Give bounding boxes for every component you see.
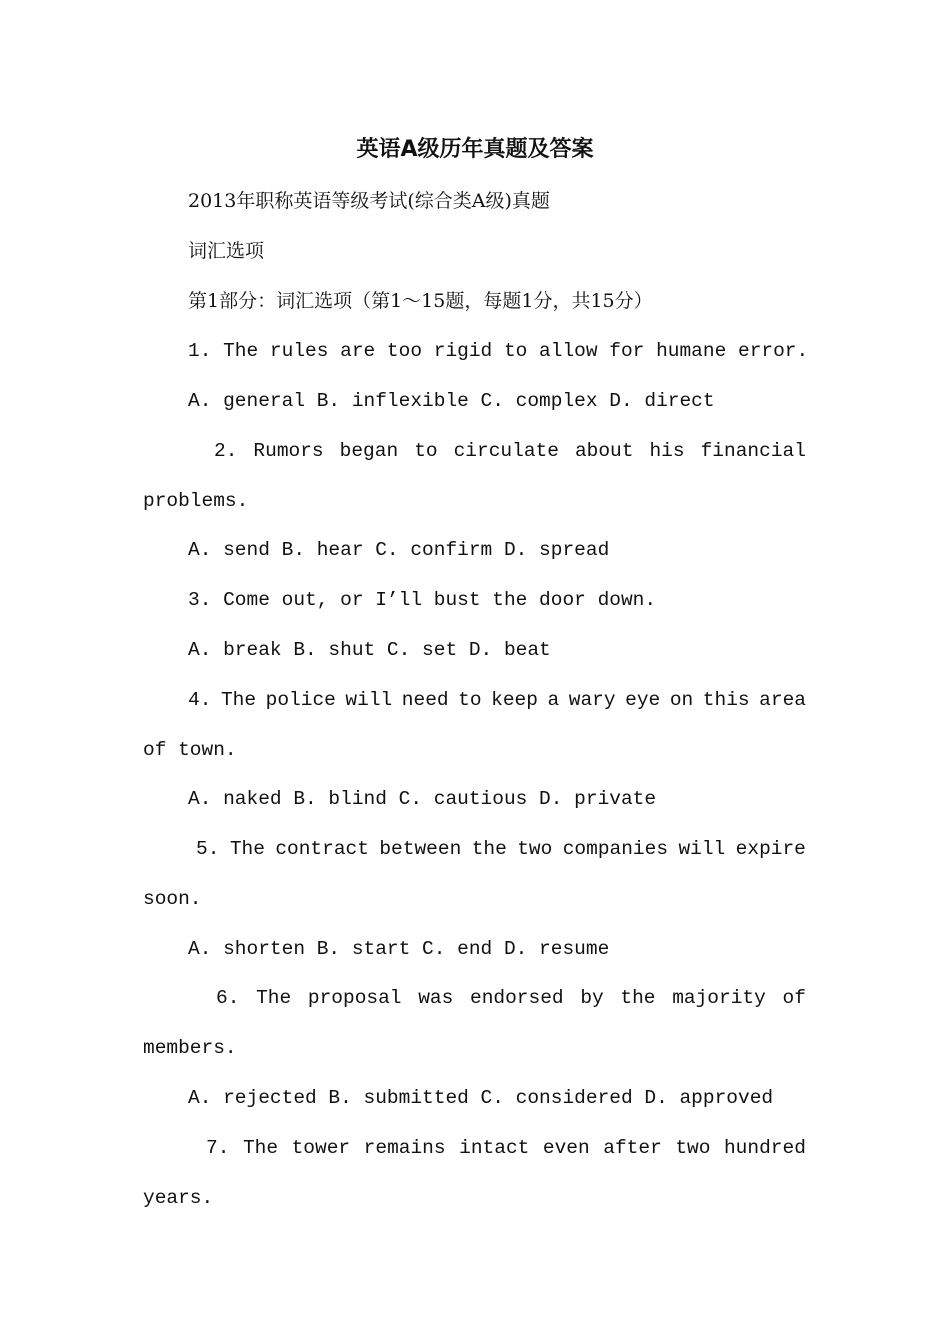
question-6-word: The xyxy=(256,987,292,1009)
question-4-word: will xyxy=(345,689,393,711)
question-6-word: proposal xyxy=(307,987,402,1009)
question-6-word: majority xyxy=(672,987,766,1009)
section-heading: 词汇选项 xyxy=(188,240,265,262)
question-7-word: intact xyxy=(459,1137,530,1159)
question-4-word: a xyxy=(547,689,560,711)
question-2-word: 2. xyxy=(214,440,238,462)
question-4-word: area xyxy=(759,689,806,711)
question-6-word: 6. xyxy=(216,987,240,1009)
question-7-word: remains xyxy=(363,1137,446,1159)
question-5-word: The xyxy=(229,838,265,860)
question-4-word: need xyxy=(401,689,449,711)
question-6-word: of xyxy=(782,987,806,1009)
question-6-options: A. rejected B. submitted C. considered D. approved xyxy=(188,1087,774,1109)
question-4-word: on xyxy=(669,689,694,711)
question-4-word: this xyxy=(702,689,750,711)
question-2-word: began xyxy=(339,440,399,462)
question-6-word: by xyxy=(580,987,604,1009)
question-5-word: two xyxy=(517,838,553,860)
question-4-stem-tail: of town. xyxy=(143,739,237,761)
question-2-stem-tail: problems. xyxy=(143,490,249,512)
question-7-word: after xyxy=(603,1137,662,1159)
question-5-word: expire xyxy=(735,838,806,860)
question-2-word: circulate xyxy=(453,440,559,462)
question-5-stem-tail: soon. xyxy=(143,888,202,910)
question-6-word: the xyxy=(620,987,656,1009)
question-4-word: wary xyxy=(568,689,616,711)
question-4-word: eye xyxy=(625,689,661,711)
question-2-options: A. send B. hear C. confirm D. spread xyxy=(188,539,610,561)
question-2-word: Rumors xyxy=(253,440,324,462)
question-7-word: even xyxy=(542,1137,590,1159)
exam-subtitle: 2013年职称英语等级考试(综合类A级)真题 xyxy=(188,190,550,212)
question-4-word: to xyxy=(458,689,482,711)
question-5-word: will xyxy=(678,838,726,860)
question-5-word: the xyxy=(471,838,507,860)
question-4-options: A. naked B. blind C. cautious D. private xyxy=(188,788,657,810)
question-2-word: financial xyxy=(700,440,806,462)
question-3-stem: 3. Come out, or I’ll bust the door down. xyxy=(188,589,657,611)
question-7-stem-tail: years. xyxy=(143,1187,214,1209)
document-title: 英语A级历年真题及答案 xyxy=(356,137,594,162)
question-6-stem-tail: members. xyxy=(143,1037,237,1059)
question-5-word: contract xyxy=(275,838,369,860)
question-5-word: 5. xyxy=(196,838,220,860)
question-2-stem-line xyxy=(214,436,806,466)
question-4-word: police xyxy=(265,689,336,711)
question-4-word: keep xyxy=(491,689,538,711)
question-6-word: was xyxy=(418,987,454,1009)
question-2-word: his xyxy=(649,440,685,462)
question-7-word: 7. xyxy=(206,1137,230,1159)
question-7-word: hundred xyxy=(723,1137,806,1159)
question-5-word: companies xyxy=(562,838,669,860)
question-7-word: two xyxy=(675,1137,711,1159)
question-5-stem-line xyxy=(196,834,806,864)
question-4-word: The xyxy=(220,689,257,711)
question-2-word: to xyxy=(414,440,438,462)
question-1-stem: 1. The rules are too rigid to allow for humane error. xyxy=(188,340,809,362)
question-7-word: tower xyxy=(291,1137,351,1159)
question-4-word: 4. xyxy=(188,689,212,711)
question-7-stem-line xyxy=(206,1133,806,1163)
question-5-word: between xyxy=(379,838,462,860)
question-5-options: A. shorten B. start C. end D. resume xyxy=(188,938,610,960)
question-1-options: A. general B. inflexible C. complex D. direct xyxy=(188,390,715,412)
question-6-stem-line xyxy=(216,983,806,1013)
question-7-word: The xyxy=(242,1137,279,1159)
question-2-word: about xyxy=(574,440,634,462)
question-6-word: endorsed xyxy=(470,987,564,1009)
part-heading: 第1部分：词汇选项（第1～15题，每题1分，共15分） xyxy=(188,290,653,312)
question-3-options: A. break B. shut C. set D. beat xyxy=(188,639,551,661)
question-4-stem-line xyxy=(188,685,806,715)
